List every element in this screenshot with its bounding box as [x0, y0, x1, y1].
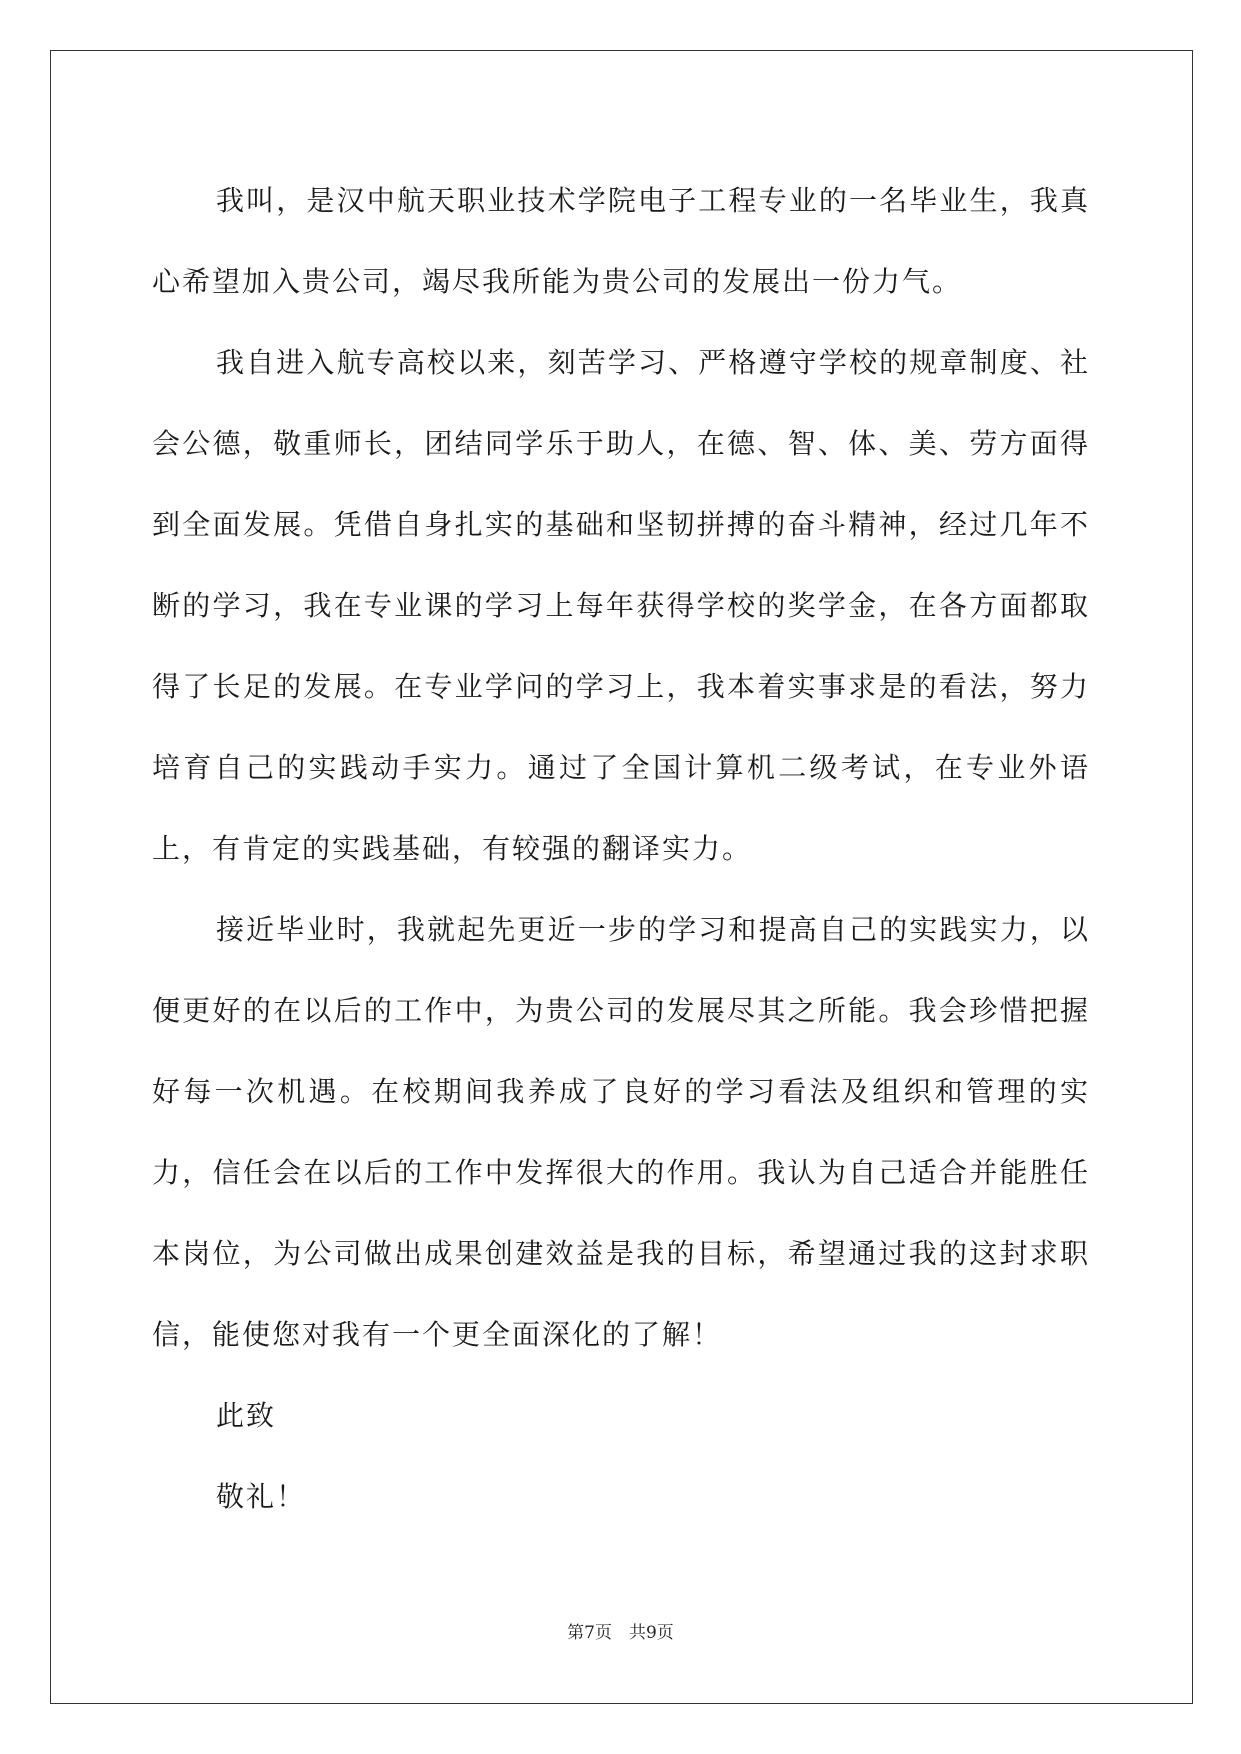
- letter-body: [152, 160, 1090, 1537]
- paragraph-graduation: 接近毕业时，我就起先更近一步的学习和提高自己的实践实力，以便更好的在以后的工作中，为贵公司的发展尽其之所能。我会珍惜把握好每一次机遇。在校期间我养成了良好的学习看法及组织和管理的实力，信任会在以后的工作中发挥很大的作用。我认为自己适合并能胜任本岗位，为公司做出成果创建效益是我的目标，希望通过我的这封求职信，能使您对我有一个更全面深化的了解！: [152, 913, 1090, 1351]
- closing-salutation: 此致: [216, 1399, 277, 1432]
- paragraph-intro: 我叫，是汉中航天职业技术学院电子工程专业的一名毕业生，我真心希望加入贵公司，竭尽我所能为贵公司的发展出一份力气。: [152, 184, 1090, 298]
- closing-regards: 敬礼！: [216, 1480, 307, 1513]
- page-number-footer: 第7页 共9页: [567, 1623, 674, 1643]
- paragraph-study: 我自进入航专高校以来，刻苦学习、严格遵守学校的规章制度、社会公德，敬重师长，团结同学乐于助人，在德、智、体、美、劳方面得到全面发展。凭借自身扎实的基础和坚韧拼搏的奋斗精神，经过几年不断的学习，我在专业课的学习上每年获得学校的奖学金，在各方面都取得了长足的发展。在专业学问的学习上，我本着实事求是的看法，努力培育自己的实践动手实力。通过了全国计算机二级考试，在专业外语上，有肯定的实践基础，有较强的翻译实力。: [152, 346, 1090, 865]
